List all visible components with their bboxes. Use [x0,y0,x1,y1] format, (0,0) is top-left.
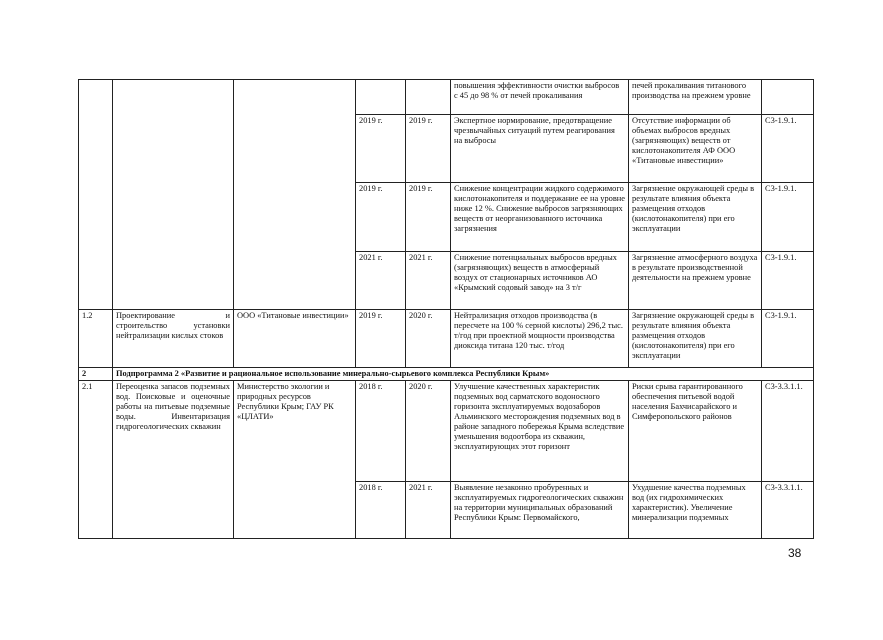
table-row [79,80,814,115]
cell-end: 2020 г. [406,310,451,368]
cell-risk: Загрязнение окружающей среды в результате влияния объекта размещения отходов (кислотонакопителя) при его эксплуатации [629,183,762,252]
cell-risk: Риски срыва гарантированного обеспечения питьевой водой населения Бахчисарайского и Симферопольского районов [629,381,762,482]
cell-end: 2019 г. [406,183,451,252]
cell-risk: Ухудшение качества подземных вод (их гидрохимических характеристик). Увеличение минерализации подземных [629,482,762,539]
cell-risk: Загрязнение окружающей среды в результате влияния объекта размещения отходов (кислотонакопителя) при его эксплуатации [629,310,762,368]
subprogram-row [79,368,814,381]
table-row [79,381,814,482]
cell-name: Проектирование и строительство установки нейтрализации кислых стоков [113,310,234,368]
cell-end: 2020 г. [406,381,451,482]
cell-end: 2019 г. [406,115,451,183]
cell-code: С3-3.3.1.1. [762,482,814,539]
program-activities-table [78,79,814,539]
cell-risk: Отсутствие информации об объемах выбросов вредных (загрязняющих) веществ от кислотонакопителя АФ ООО «Титановые инвестиции» [629,115,762,183]
cell-num: 2.1 [79,381,113,539]
cell-result: повышения эффективности очистки выбросов с 45 до 98 % от печей прокаливания [451,80,629,115]
cell-end: 2021 г. [406,482,451,539]
cell-result: Снижение концентрации жидкого содержимого кислотонакопителя и поддержание ее на уровне ниже 12 %. Снижение выбросов загрязняющих веществ от неорганизованного источника загрязнения [451,183,629,252]
cell-result: Выявление незаконно пробуренных и эксплуатируемых гидрогеологических скважин на территории муниципальных образований Республики Крым: Первомайского, [451,482,629,539]
cell-risk: Загрязнение атмосферного воздуха в результате производственной деятельности на прежнем уровне [629,252,762,310]
cell-start: 2019 г. [356,310,406,368]
page-number: 38 [788,546,802,560]
cell-start: 2018 г. [356,482,406,539]
cell-start: 2019 г. [356,115,406,183]
cell-start: 2021 г. [356,252,406,310]
table-row [79,310,814,368]
cell-code [762,80,814,115]
cell-code: С3-1.9.1. [762,183,814,252]
cell-num [79,80,113,310]
cell-result: Снижение потенциальных выбросов вредных (загрязняющих) веществ в атмосферный воздух от стационарных источников АО «Крымский содовый завод» на 3 т/г [451,252,629,310]
cell-name: Переоценка запасов подземных вод. Поисковые и оценочные работы на питьевые подземные воды. Инвентаризация гидрогеологических скважин [113,381,234,539]
cell-result: Экспертное нормирование, предотвращение чрезвычайных ситуаций путем реагирования на выбросы [451,115,629,183]
cell-code: С3-1.9.1. [762,252,814,310]
cell-start [356,80,406,115]
cell-result: Улучшение качественных характеристик подземных вод сарматского водоносного горизонта эксплуатируемых водозаборов Альминского месторождения подземных вод в районе западного побережья Крыма вследствие уменьшения водоотбора из скважин, эксплуатирующих этот горизонт [451,381,629,482]
cell-code: С3-1.9.1. [762,115,814,183]
cell-num: 1.2 [79,310,113,368]
cell-risk: печей прокаливания титанового производства на прежнем уровне [629,80,762,115]
cell-code: С3-1.9.1. [762,310,814,368]
cell-start: 2018 г. [356,381,406,482]
cell-executor: Министерство экологии и природных ресурсов Республики Крым; ГАУ РК «ЦЛАТИ» [234,381,356,539]
cell-end [406,80,451,115]
subprogram-num: 2 [79,368,113,381]
cell-start: 2019 г. [356,183,406,252]
cell-result: Нейтрализация отходов производства (в пересчете на 100 % серной кислоты) 296,2 тыс. т/год при проектной мощности производства диоксида титана 120 тыс. т/год [451,310,629,368]
cell-name [113,80,234,310]
cell-executor [234,80,356,310]
cell-end: 2021 г. [406,252,451,310]
cell-code: С3-3.3.1.1. [762,381,814,482]
subprogram-title: Подпрограмма 2 «Развитие и рациональное использование минерально-сырьевого комплекса Республики Крым» [113,368,814,381]
cell-executor: ООО «Титановые инвестиции» [234,310,356,368]
